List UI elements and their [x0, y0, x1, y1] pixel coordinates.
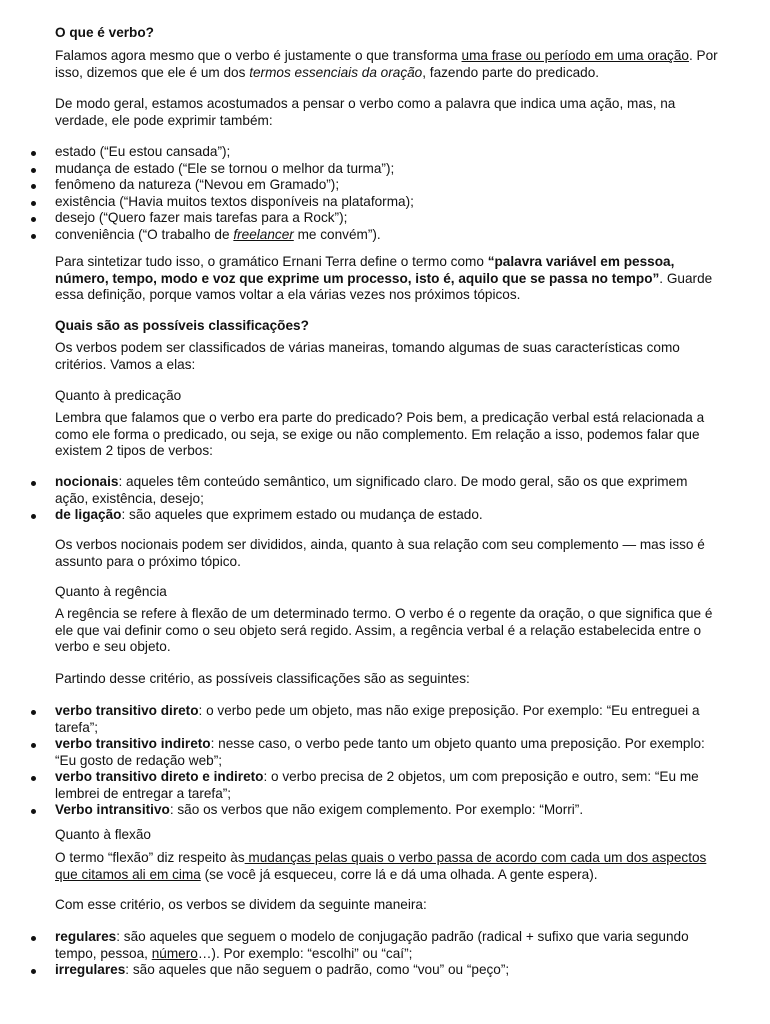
- bullet-icon: [31, 168, 36, 173]
- list-item-text: : nesse caso, o verbo pede tanto um objeto quanto uma preposição. Por exemplo: “Eu gosto de redação web”;: [55, 736, 705, 768]
- bullet-icon: [31, 743, 36, 748]
- bullet-icon: [31, 184, 36, 189]
- link-freelancer[interactable]: freelancer: [233, 226, 294, 242]
- text-span: , fazendo parte do predicado.: [422, 64, 600, 80]
- link-numero[interactable]: número: [151, 945, 198, 961]
- list-item-text: : são os verbos que não exigem complemento. Por exemplo: “Morri”.: [169, 802, 584, 817]
- list-item: [0, 177, 720, 194]
- list-item-text: : o verbo pede um objeto, mas não exige preposição. Por exemplo: “Eu entreguei a tarefa”;: [55, 703, 700, 735]
- heading-what-is-verb: O que é verbo?: [55, 25, 154, 40]
- list-flexao: [0, 929, 720, 979]
- subheading-flexao: Quanto à flexão: [55, 827, 151, 842]
- subheading-regencia: Quanto à regência: [55, 584, 167, 599]
- list-item-text: : são aqueles que exprimem estado ou mudança de estado.: [121, 507, 483, 522]
- text-span: . Guarde essa definição, porque vamos voltar a ela várias vezes nos próximos tópicos.: [55, 270, 713, 302]
- text-span: …). Por exemplo: “escolhi” ou “caí”;: [197, 945, 413, 961]
- paragraph-criterio: Partindo desse critério, as possíveis classificações são as seguintes:: [55, 671, 470, 686]
- link-frase-oracao[interactable]: uma frase ou período em uma oração: [461, 48, 689, 63]
- text-span: : são aqueles que seguem o modelo de conjugação padrão (radical + sufixo que varia segundo tempo, pessoa,: [55, 929, 689, 961]
- list-regencia: [0, 703, 720, 819]
- text-span: Para sintetizar tudo isso, o gramático Ernani Terra define o termo como: [55, 254, 488, 269]
- heading-classifications: Quais são as possíveis classificações?: [55, 318, 309, 333]
- bullet-icon: [31, 776, 36, 781]
- paragraph-nocionais: Os verbos nocionais podem ser divididos, ainda, quanto à sua relação com seu complemento — mas isso é assunto para o próximo tópico.: [55, 537, 705, 569]
- list-item: [0, 769, 720, 802]
- bullet-icon: [31, 201, 36, 206]
- bullet-icon: [31, 481, 36, 486]
- emphasis-text: termos essenciais da oração: [249, 64, 423, 80]
- text-span: Falamos agora mesmo que o verbo é justamente o que transforma: [55, 48, 462, 63]
- bullet-icon: [31, 936, 36, 941]
- list-item: [0, 703, 720, 736]
- list-item: [0, 802, 720, 819]
- list-item-text: fenômeno da natureza (“Nevou em Gramado”);: [55, 177, 340, 192]
- text-span: O termo “flexão” diz respeito às: [55, 850, 245, 865]
- list-item: [0, 210, 720, 227]
- term-label: de ligação: [55, 507, 122, 522]
- bullet-icon: [31, 151, 36, 156]
- list-item: [0, 194, 720, 211]
- text-span: me convém”).: [293, 226, 381, 242]
- paragraph-general: De modo geral, estamos acostumados a pensar o verbo como a palavra que indica uma ação, mas, na verdade, ele pode exprimir também:: [55, 96, 676, 128]
- list-item: [0, 736, 720, 769]
- paragraph-intro: [55, 48, 720, 81]
- paragraph-regencia: A regência se refere à flexão de um determinado termo. O verbo é o regente da oração, o que significa que é ele que vai definir como o seu objeto será regido. Assim, a regência verbal é a relação estabelecida entre o verbo e seu objeto.: [55, 606, 713, 654]
- list-item-text: desejo (“Quero fazer mais tarefas para a Rock”);: [55, 210, 348, 225]
- definition-quote: “palavra variável em pessoa, número, tempo, modo e voz que exprime um processo, isto é, aquilo que se passa no tempo”: [55, 254, 675, 286]
- bullet-icon: [31, 514, 36, 519]
- paragraph-classifications: Os verbos podem ser classificados de várias maneiras, tomando algumas de suas características como critérios. Vamos a elas:: [55, 340, 680, 372]
- bullet-icon: [31, 809, 36, 814]
- bullet-icon: [31, 217, 36, 222]
- bullet-icon: [31, 710, 36, 715]
- term-label: nocionais: [55, 474, 119, 489]
- text-span: conveniência (“O trabalho de: [55, 226, 234, 242]
- term-label: regulares: [55, 929, 117, 944]
- paragraph-divisao: Com esse critério, os verbos se dividem da seguinte maneira:: [55, 897, 427, 912]
- paragraph-flexao: [55, 850, 720, 883]
- list-item-text: mudança de estado (“Ele se tornou o melhor da turma”);: [55, 160, 395, 176]
- list-predicacao: [0, 474, 720, 524]
- list-verb-expressions: [0, 144, 720, 243]
- list-item: [0, 474, 720, 507]
- term-label: Verbo intransitivo: [55, 802, 170, 817]
- list-item: [0, 929, 720, 962]
- list-item-text: : o verbo precisa de 2 objetos, um com preposição e outro, sem: “Eu me lembrei de entregar a tarefa”;: [55, 769, 699, 801]
- paragraph-predicacao: Lembra que falamos que o verbo era parte do predicado? Pois bem, a predicação verbal está relacionada a como ele forma o predicado, ou seja, se exige ou não complemento. Em relação a isso, podemos falar que existem 2 tipos de verbos:: [55, 410, 705, 458]
- list-item-text: existência (“Havia muitos textos disponíveis na plataforma);: [55, 193, 414, 209]
- link-mudancas[interactable]: mudanças pelas quais o verbo passa de acordo com cada um dos aspectos que citamos ali em cima: [55, 850, 707, 882]
- bullet-icon: [31, 969, 36, 974]
- list-item-text: : aqueles têm conteúdo semântico, um significado claro. De modo geral, são os que exprimem ação, existência, desejo;: [55, 474, 688, 506]
- text-span: (se você já esqueceu, corre lá e dá uma olhada. A gente espera).: [200, 866, 598, 882]
- text-span: . Por isso, dizemos que ele é um dos: [55, 48, 718, 80]
- list-item: [0, 962, 720, 979]
- bullet-icon: [31, 234, 36, 239]
- list-item: [0, 507, 720, 524]
- list-item: [0, 144, 720, 161]
- term-label: verbo transitivo direto e indireto: [55, 769, 264, 784]
- term-label: verbo transitivo indireto: [55, 736, 211, 751]
- term-label: irregulares: [55, 962, 126, 977]
- list-item: [0, 161, 720, 178]
- term-label: verbo transitivo direto: [55, 703, 199, 718]
- list-item-text: estado (“Eu estou cansada”);: [55, 144, 231, 159]
- subheading-predicacao: Quanto à predicação: [55, 388, 182, 403]
- paragraph-definition: [55, 254, 720, 304]
- list-item-text: : são aqueles que não seguem o padrão, como “vou” ou “peço”;: [125, 962, 510, 977]
- list-item: [0, 227, 720, 244]
